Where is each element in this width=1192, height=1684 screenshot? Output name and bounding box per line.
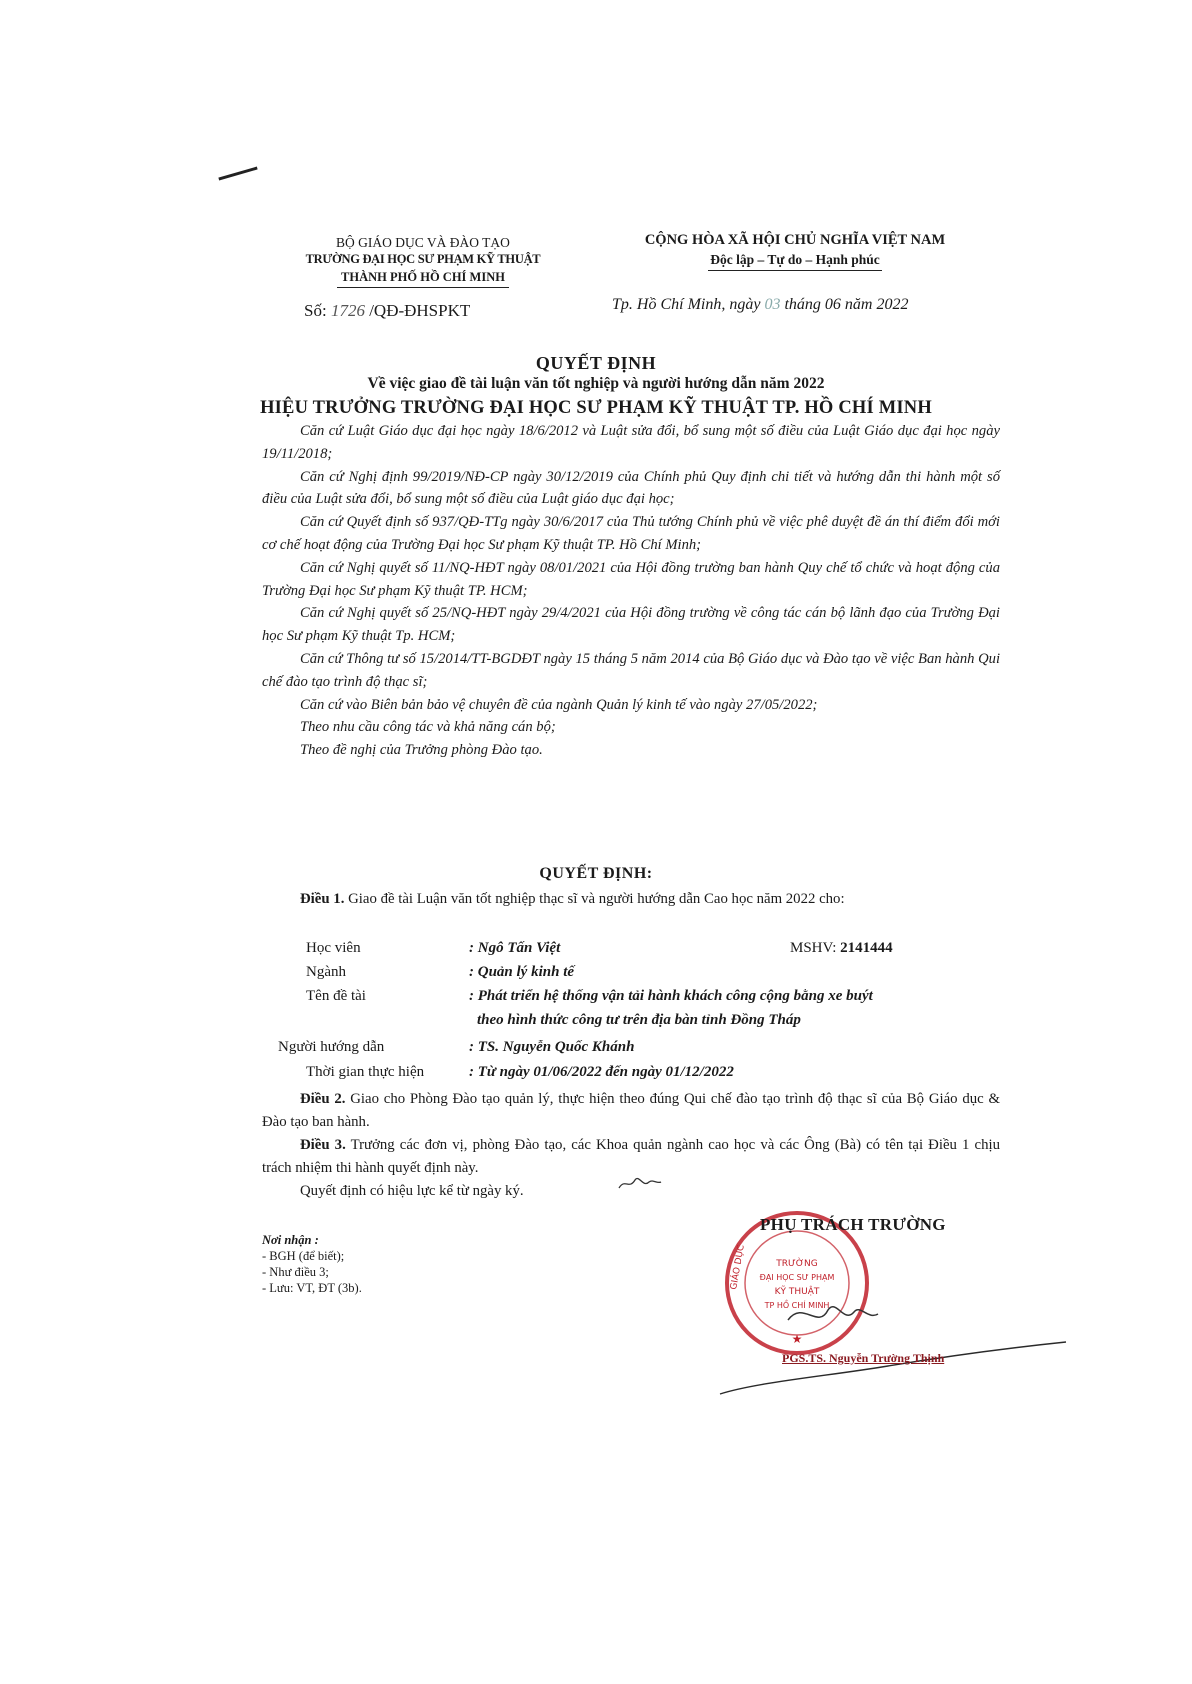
number-prefix: Số: [304,301,327,320]
number-suffix: /QĐ-ĐHSPKT [369,301,471,320]
signer-name: PGS.TS. Nguyễn Trường Thịnh [782,1351,945,1365]
recipients-heading: Nơi nhận : [262,1233,319,1247]
issuing-authority: HIỆU TRƯỞNG TRƯỜNG ĐẠI HỌC SƯ PHẠM KỸ THUẬT TP. HỒ CHÍ MINH [260,398,932,418]
ground-item: Theo nhu cầu công tác và khả năng cán bộ; [300,719,556,736]
recipient-item: - BGH (để biết); [262,1249,345,1263]
date-day: 03 [764,296,781,313]
mshv-label: MSHV: [790,940,837,956]
article-2-label: Điều 2. [300,1091,346,1107]
initial-scribble [615,1170,663,1194]
date-suffix: tháng 06 năm 2022 [784,296,909,313]
article-1 [262,888,1000,911]
topic-value-line2: theo hình thức công tư trên địa bàn tỉnh Đồng Tháp [477,1012,801,1028]
svg-text:TRƯỜNG: TRƯỜNG [776,1259,818,1269]
ground-item: Căn cứ vào Biên bản bảo vệ chuyên đề của ngành Quản lý kinh tế vào ngày 27/05/2022; [300,696,818,713]
effect-clause: Quyết định có hiệu lực kể từ ngày ký. [300,1183,524,1199]
motto: Độc lập – Tự do – Hạnh phúc [708,250,882,271]
student-label: Học viên [306,940,361,956]
document-title: QUYẾT ĐỊNH [535,353,657,373]
ground-item: Căn cứ Nghị quyết số 11/NQ-HĐT ngày 08/01/2021 của Hội đồng trường ban hành Quy chế tổ chức và hoạt động của Trường Đại học Sư phạm Kỹ thuật TP. HCM; [262,559,1000,599]
period-label: Thời gian thực hiện [306,1064,425,1080]
major-value: : Quản lý kinh tế [469,964,575,980]
decide-heading: QUYẾT ĐỊNH: [539,865,653,882]
national-motto [600,230,990,271]
ground-item: Căn cứ Thông tư số 15/2014/TT-BGDĐT ngày 15 tháng 5 năm 2014 của Bộ Giáo dục và Đào tạo về việc Ban hành Qui chế đào tạo trình độ thạc sĩ; [262,650,1000,690]
school-city: THÀNH PHỐ HỒ CHÍ MINH [337,269,509,288]
topic-value-line1: : Phát triển hệ thống vận tải hành khách công cộng bằng xe buýt [469,988,873,1004]
svg-text:GIÁO DỤC: GIÁO DỤC [729,1244,747,1291]
recipient-item: - Lưu: VT, ĐT (3b). [262,1281,362,1295]
article-3-text: Trưởng các đơn vị, phòng Đào tạo, các Khoa quản ngành cao học và các Ông (Bà) có tên tại Điều 1 chịu trách nhiệm thi hành quyết định này. [262,1137,1000,1176]
issuer-header [268,234,578,288]
decision-number [304,301,470,321]
ground-item: Căn cứ Nghị định 99/2019/NĐ-CP ngày 30/12/2019 của Chính phủ Quy định chi tiết và hướng dẫn thi hành một số điều của Luật sửa đổi, bổ sung một số điều của Luật giáo dục đại học; [262,468,1000,508]
place-date [612,296,908,314]
school-name: TRƯỜNG ĐẠI HỌC SƯ PHẠM KỸ THUẬT [305,252,541,266]
handwritten-signature [718,1290,1068,1400]
ground-item: Căn cứ Quyết định số 937/QĐ-TTg ngày 30/6/2017 của Thủ tướng Chính phủ về việc phê duyệt đề án thí điểm đổi mới cơ chế hoạt động của Trường Đại học Sư phạm Kỹ thuật TP. Hồ Chí Minh; [262,514,1000,553]
topic-label: Tên đề tài [306,988,366,1004]
article-1-label: Điều 1. [300,891,345,907]
pen-stroke-mark [218,167,257,181]
svg-text:★: ★ [791,1332,803,1346]
ministry-name: BỘ GIÁO DỤC VÀ ĐÀO TẠO [336,235,510,250]
student-id [790,940,893,957]
ground-item: Theo đề nghị của Trưởng phòng Đào tạo. [300,742,543,759]
svg-text:ĐẠI HỌC SƯ PHẠM: ĐẠI HỌC SƯ PHẠM [759,1273,835,1282]
advisor-label: Người hướng dẫn [278,1039,385,1055]
ground-item: Căn cứ Luật Giáo dục đại học ngày 18/6/2012 và Luật sửa đổi, bổ sung một số điều của Luật Giáo dục đại học ngày 19/11/2018; [262,423,1000,462]
signer-title: PHỤ TRÁCH TRƯỜNG [760,1215,946,1234]
recipient-item: - Như điều 3; [262,1265,329,1279]
article-3-label: Điều 3. [300,1137,346,1153]
advisor-value: : TS. Nguyễn Quốc Khánh [469,1039,635,1055]
article-2-text: Giao cho Phòng Đào tạo quản lý, thực hiện theo đúng Qui chế đào tạo trình độ thạc sĩ của Bộ Giáo dục & Đào tạo ban hành. [262,1091,1000,1130]
mshv-value: 2141444 [840,940,893,956]
article-1-text: Giao đề tài Luận văn tốt nghiệp thạc sĩ và người hướng dẫn Cao học năm 2022 cho: [348,891,845,907]
period-value: : Từ ngày 01/06/2022 đến ngày 01/12/2022 [469,1064,734,1080]
legal-grounds [262,420,1000,762]
document-subject: Về việc giao đề tài luận văn tốt nghiệp và người hướng dẫn năm 2022 [367,375,825,392]
number-handwritten: 1726 [330,301,365,320]
country-name: CỘNG HÒA XÃ HỘI CHỦ NGHĨA VIỆT NAM [644,232,946,248]
student-value: : Ngô Tấn Việt [469,940,561,956]
ground-item: Căn cứ Nghị quyết số 25/NQ-HĐT ngày 29/4/2021 của Hội đồng trường về công tác cán bộ lãnh đạo của Trường Đại học Sư phạm Kỹ thuật Tp. HCM; [262,605,1000,645]
svg-text:TP HỒ CHÍ MINH: TP HỒ CHÍ MINH [764,1301,830,1310]
svg-text:KỸ THUẬT: KỸ THUẬT [774,1287,820,1297]
major-label: Ngành [306,964,346,980]
date-prefix: Tp. Hồ Chí Minh, ngày [612,296,761,313]
recipients-block [262,1232,362,1296]
